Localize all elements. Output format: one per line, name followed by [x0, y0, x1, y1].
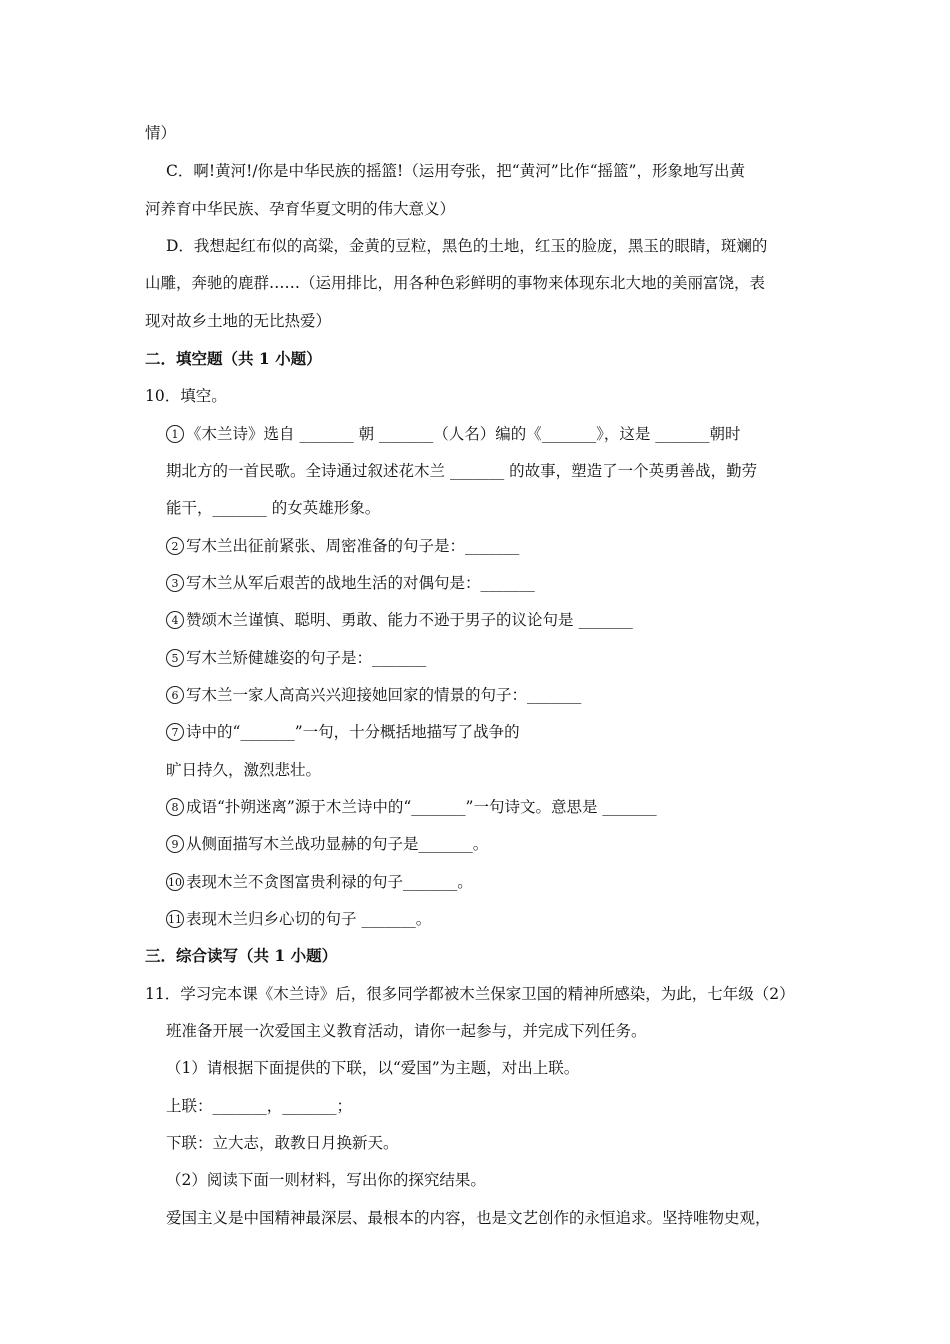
q10-item-3: 3 写木兰从军后艰苦的战地生活的对偶句是：_______: [166, 572, 535, 594]
answer-blank[interactable]: _______: [465, 537, 520, 555]
q11-upper-couplet: 上联：_______，_______；: [166, 1097, 353, 1115]
section-2-heading: 二．填空题（共 1 小题）: [145, 349, 322, 368]
answer-blank[interactable]: _______: [602, 798, 657, 816]
q9-option-d-line3: 现对故乡土地的无比热爱）: [145, 312, 332, 330]
answer-blank[interactable]: _______: [480, 574, 535, 592]
q9-option-c-line1: C．啊!黄河!/你是中华民族的摇篮!（运用夸张，把“黄河”比作“摇篮”，形象地写出黄: [166, 162, 745, 180]
item-number-badge: 1: [166, 425, 184, 443]
section-3-heading: 三．综合读写（共 1 小题）: [145, 946, 338, 965]
answer-blank[interactable]: _______: [372, 649, 427, 667]
answer-blank[interactable]: _______: [578, 611, 633, 629]
item-number-badge: 2: [166, 537, 184, 555]
q10-item-4: 4 赞颂木兰谨慎、聪明、勇敢、能力不逊于男子的议论句是 _______: [166, 609, 633, 631]
answer-blank[interactable]: _______: [361, 910, 416, 928]
q11-lower-couplet: 下联：立大志，敢教日月换新天。: [166, 1134, 399, 1152]
q9-option-c-line2: 河养育中华民族、孕育华夏文明的伟大意义）: [145, 200, 456, 218]
answer-blank[interactable]: _______: [282, 1097, 337, 1115]
answer-blank[interactable]: _______: [527, 686, 582, 704]
q10-item-7-line2: 旷日持久，激烈悲壮。: [166, 761, 322, 779]
q10-item-2: 2 写木兰出征前紧张、周密准备的句子是：_______: [166, 535, 519, 557]
answer-blank[interactable]: _______: [411, 798, 466, 816]
q10-item-8: 8 成语“扑朔迷离”源于木兰诗中的“_______”一句诗文。意思是 _______: [166, 796, 657, 818]
q9-continuation: 情）: [145, 124, 177, 142]
item-number-badge: 9: [166, 835, 184, 853]
item-number-badge: 3: [166, 574, 184, 592]
q11-part-1: （1）请根据下面提供的下联，以“爱国”为主题，对出上联。: [166, 1059, 580, 1077]
q10-item-9: 9 从侧面描写木兰战功显赫的句子是_______。: [166, 833, 488, 855]
item-number-badge: 7: [166, 723, 184, 741]
q10-item-11: 11 表现木兰归乡心切的句子 _______。: [168, 910, 432, 928]
question-10-stem: 10．填空。: [145, 387, 227, 405]
item-number-badge: 5: [166, 649, 184, 667]
item-number-badge: 4: [166, 611, 184, 629]
answer-blank[interactable]: _______: [541, 425, 597, 443]
question-11-line1: 11．学习完本课《木兰诗》后，很多同学都被木兰保家卫国的精神所感染，为此，七年级（2）: [145, 985, 795, 1003]
answer-blank[interactable]: _______: [418, 835, 473, 853]
item-number-badge: 6: [166, 686, 184, 704]
item-number-badge: 11: [166, 910, 184, 928]
q11-material: 爱国主义是中国精神最深层、最根本的内容，也是文艺创作的永恒追求。坚持唯物史观，: [166, 1209, 771, 1227]
q10-item-6: 6 写木兰一家人高高兴兴迎接她回家的情景的句子：_______: [166, 684, 581, 706]
q10-item-1-line3: 能干，_______ 的女英雄形象。: [166, 499, 381, 517]
answer-blank[interactable]: _______: [240, 723, 295, 741]
question-11-line2: 班准备开展一次爱国主义教育活动，请你一起参与，并完成下列任务。: [166, 1022, 647, 1040]
answer-blank[interactable]: _______: [403, 873, 458, 891]
answer-blank[interactable]: _______: [379, 425, 434, 443]
q10-item-5: 5 写木兰矫健雄姿的句子是：_______: [166, 647, 426, 669]
answer-blank[interactable]: _______: [449, 462, 505, 480]
answer-blank[interactable]: _______: [212, 499, 267, 517]
item-number-badge: 10: [166, 873, 184, 891]
q10-item-10: 10 表现木兰不贪图富贵利禄的句子_______。: [168, 873, 473, 891]
q10-item-1-line1: 1 《木兰诗》选自 _______ 朝 _______（人名）编的《_______》，这是 _______朝时: [166, 423, 741, 445]
answer-blank[interactable]: _______: [655, 425, 710, 443]
q9-option-d-line1: D．我想起红布似的高粱，金黄的豆粒，黑色的土地，红玉的脸庞，黑玉的眼睛，斑斓的: [166, 237, 768, 255]
answer-blank[interactable]: _______: [212, 1097, 267, 1115]
answer-blank[interactable]: _______: [299, 425, 354, 443]
item-number-badge: 8: [166, 798, 184, 816]
q10-item-7: 7 诗中的“_______”一句，十分概括地描写了战争的: [166, 721, 520, 743]
q11-part-2: （2）阅读下面一则材料，写出你的探究结果。: [166, 1171, 486, 1189]
q10-item-1-line2: 期北方的一首民歌。全诗通过叙述花木兰 _______ 的故事，塑造了一个英勇善战，勤劳: [166, 462, 758, 480]
q9-option-d-line2: 山雕，奔驰的鹿群……（运用排比，用各种色彩鲜明的事物来体现东北大地的美丽富饶，表: [145, 274, 766, 292]
